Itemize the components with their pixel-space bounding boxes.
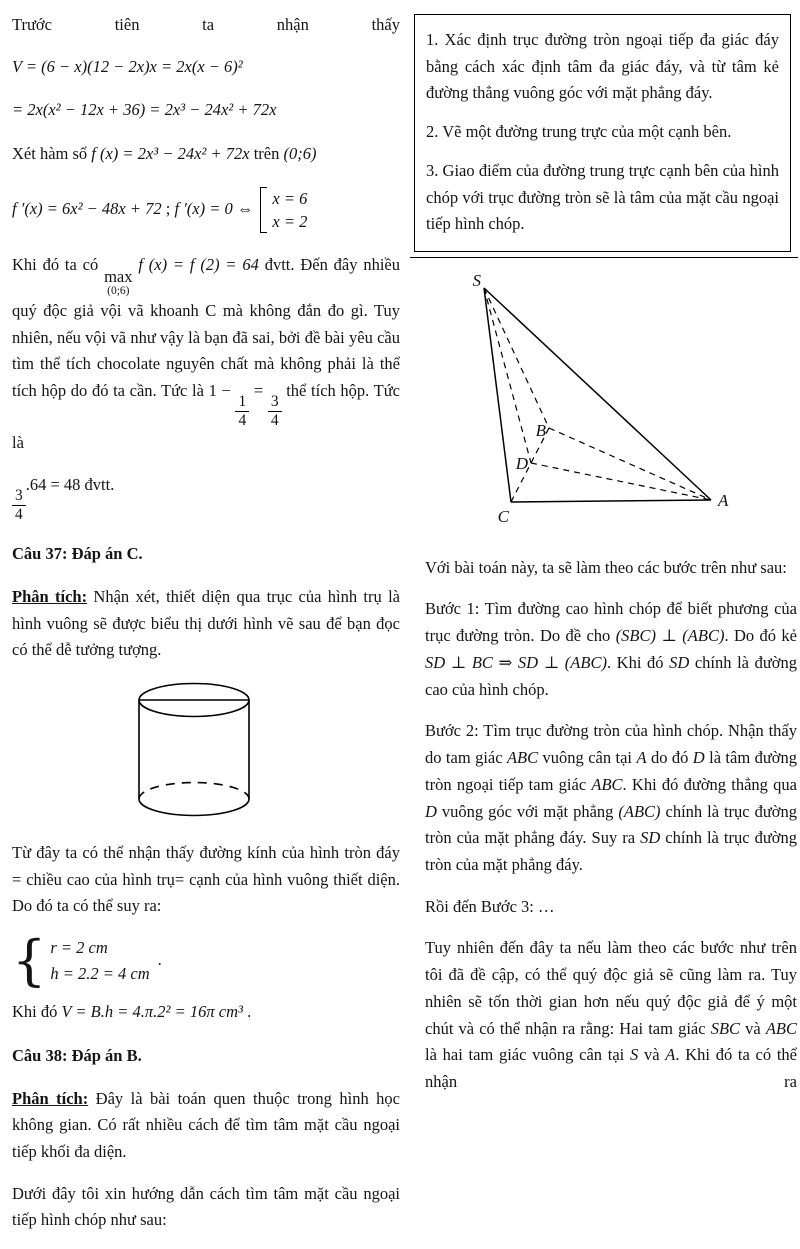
math-run: f (x) = f (2) = 64 xyxy=(132,255,259,275)
rule-item-2: 2. Vẽ một đường trung trực của một cạnh bên. xyxy=(426,122,732,142)
text-run: thể tích hộp. Tức là xyxy=(12,381,400,453)
math-run: S xyxy=(630,1045,639,1065)
text-run: . xyxy=(242,1002,252,1022)
text-run: chính là trục đường tròn của mặt phẳng đáy. xyxy=(425,828,797,874)
step2-paragraph xyxy=(425,718,797,878)
analysis-label: Phân tích: xyxy=(12,586,88,606)
text-run: đvtt. Đến đây nhiều quý độc giả vội vã khoanh C mà không đắn đo gì. Tuy nhiên, nếu vội vã như vậy là bạn đã sai, bởi đề bài yêu cầu tìm thể tích chocolate nguyên chất mà không phải là thể tích hộp do đó ta cần. Tức là 1 − xyxy=(12,255,400,401)
q37-volume-line xyxy=(12,999,400,1026)
text-run: Bước 1: Tìm đường cao hình chóp để biết phương của trục đường tròn. Do đề cho xyxy=(425,599,797,646)
rule-item-3: 3. Giao điểm của đường trung trực cạnh bên của hình chóp với trục đường tròn sẽ là tâm của mặt cầu ngoại tiếp hình chóp. xyxy=(426,160,779,234)
text-run: Khi đó xyxy=(12,1002,62,1022)
pyramid-drawing xyxy=(425,270,755,532)
plan-paragraph: Với bài toán này, ta sẽ làm theo các bước trên như sau: xyxy=(425,557,787,577)
text-run: . Khi đó ta có thể nhận ra xyxy=(425,1045,798,1091)
max-discussion-paragraph xyxy=(12,252,400,457)
q38-guide-paragraph: Dưới đây tôi xin hướng dẫn cách tìm tâm mặt cầu ngoại tiếp hình chóp như sau: xyxy=(12,1183,400,1230)
intro-line: Trước tiên ta nhận thấy xyxy=(12,15,400,34)
math-run: ABC xyxy=(765,1018,798,1038)
math-run: f (x) = 2x³ − 24x² + 72x xyxy=(91,144,250,164)
text-run: Khi đó ta có xyxy=(12,255,105,275)
math-run: f ′(x) = 0 ⇔ xyxy=(174,198,254,218)
math-run: SD ⊥ BC ⇒ SD ⊥ (ABC) xyxy=(425,652,607,672)
math-run: SD xyxy=(669,652,690,672)
trailing-dot: . xyxy=(157,950,162,970)
steps-rule-box xyxy=(414,14,791,252)
math-run: (SBC) ⊥ (ABC) xyxy=(615,626,725,646)
math-run: SBC xyxy=(710,1018,741,1038)
curly-brace: { xyxy=(12,928,47,992)
case-2: x = 2 xyxy=(272,211,308,231)
text-run: trên xyxy=(249,144,284,164)
question-38-heading: Câu 38: Đáp án B. xyxy=(12,1045,142,1065)
equation-volume: V = (6 − x)(12 − 2x)x = 2x(x − 6)² xyxy=(12,56,243,76)
text-run: Xét hàm số xyxy=(12,144,92,164)
text-run: là hai tam giác vuông cân tại xyxy=(425,1045,630,1065)
math-run: SD xyxy=(640,828,661,848)
vertex-label-A: A xyxy=(718,491,729,511)
text-run: . Do đó kẻ xyxy=(724,626,798,646)
text-run: vuông cân tại xyxy=(538,748,637,768)
math-run: D xyxy=(425,801,437,821)
text-run: và xyxy=(740,1018,766,1038)
math-run: (0;6) xyxy=(283,144,317,164)
vertex-label-D: D xyxy=(515,454,528,474)
analysis-label: Phân tích: xyxy=(12,1088,89,1108)
math-run: A xyxy=(636,748,647,768)
dimension-system xyxy=(12,928,162,992)
rule-item-1: 1. Xác định trục đường tròn ngoại tiếp đa giác đáy bằng cách xác định tâm đa giác đáy, và từ tâm kẻ đường thẳng vuông góc với mặt phẳng đáy. xyxy=(426,30,779,103)
text-run: do đó xyxy=(646,748,693,768)
fraction-three-quarters: $\frac{3}{4}$ xyxy=(268,393,282,431)
fraction-one-quarter: $\frac{1}{4}$ xyxy=(235,393,249,431)
text-run: vuông góc với mặt phẳng xyxy=(436,801,619,821)
max-understack xyxy=(104,269,132,298)
cylinder-drawing xyxy=(135,679,253,819)
system-lines xyxy=(50,935,149,986)
height-line: h = 2.2 = 4 cm xyxy=(50,963,150,983)
text-run: Đây là bài toán quen thuộc trong hình học không gian. Có rất nhiều cách để tìm tâm mặt cầu ngoại tiếp khối đa diện. xyxy=(12,1088,400,1161)
consider-function-line xyxy=(12,141,400,168)
q37-observation-paragraph: Từ đây ta có thể nhận thấy đường kính của hình tròn đáy = chiều cao của hình trụ= cạnh của hình vuông thiết diện. Do đó ta có thể suy ra: xyxy=(12,842,400,916)
step3-paragraph: Rồi đến Bước 3: … xyxy=(425,896,555,916)
text-run: .64 = 48 đvtt. xyxy=(25,475,115,495)
vertex-label-C: C xyxy=(497,507,509,527)
math-run: f ′(x) = 6x² − 48x + 72 xyxy=(12,198,162,218)
derivative-line xyxy=(12,185,400,235)
radius-line: r = 2 cm xyxy=(50,937,108,957)
right-column xyxy=(425,0,797,1111)
max-word: max xyxy=(104,267,133,287)
text-run: chính là trục đường tròn của mặt phẳng đáy. Suy ra xyxy=(425,801,797,848)
math-run: A xyxy=(665,1045,676,1065)
text-run: Tuy nhiên đến đây ta nếu làm theo các bước như trên tôi đã đề cập, có thể quý độc giả sẽ cũng làm ra. Tuy nhiên sẽ tốn thời gian hơn nếu quý độc giả để ý một chút và có thể nhận ra rằng: Hai tam giác xyxy=(425,938,797,1038)
q38-analysis-paragraph xyxy=(12,1086,400,1166)
text-run: = xyxy=(249,381,268,401)
left-column xyxy=(12,12,400,1249)
max-domain: (0;6) xyxy=(107,285,130,298)
math-run: ABC xyxy=(591,774,623,794)
result-line xyxy=(12,472,400,524)
fraction-three-quarters: $\frac{3}{4}$ xyxy=(12,487,26,525)
text-run: chính là đường cao của hình chóp. xyxy=(425,652,798,699)
text-run: Bước 2: Tìm trục đường tròn của hình chóp. Nhận thấy do tam giác xyxy=(425,721,797,768)
q37-analysis-paragraph xyxy=(12,584,400,664)
vertex-label-S: S xyxy=(472,271,481,291)
text-run: Nhận xét, thiết diện qua trục của hình trụ là hình vuông sẽ được biểu thị dưới hình vẽ sau để bạn đọc có thể dễ tưởng tượng. xyxy=(12,586,400,660)
text-run: và xyxy=(638,1045,666,1065)
text-run: . Khi đó đường thẳng qua xyxy=(622,774,797,794)
closing-paragraph xyxy=(425,935,797,1095)
cylinder-figure xyxy=(135,679,400,828)
text-run: ; xyxy=(161,198,175,218)
math-run: ABC xyxy=(506,748,539,768)
math-run: (ABC) xyxy=(618,801,661,821)
math-run: V = B.h = 4.π.2² = 16π cm³ xyxy=(61,1002,243,1022)
case-1: x = 6 xyxy=(272,188,308,208)
math-run: D xyxy=(692,748,705,768)
text-run: . Khi đó xyxy=(606,652,670,672)
case-system-bracket xyxy=(260,185,307,235)
pyramid-figure xyxy=(425,270,797,541)
box-underline-rule xyxy=(410,257,798,258)
step1-paragraph xyxy=(425,596,797,703)
text-run: là tâm đường tròn ngoại tiếp tam giác xyxy=(425,748,798,794)
question-37-heading: Câu 37: Đáp án C. xyxy=(12,544,143,564)
equation-volume-expanded: = 2x(x² − 12x + 36) = 2x³ − 24x² + 72x xyxy=(12,100,277,120)
vertex-label-B: B xyxy=(535,421,546,441)
